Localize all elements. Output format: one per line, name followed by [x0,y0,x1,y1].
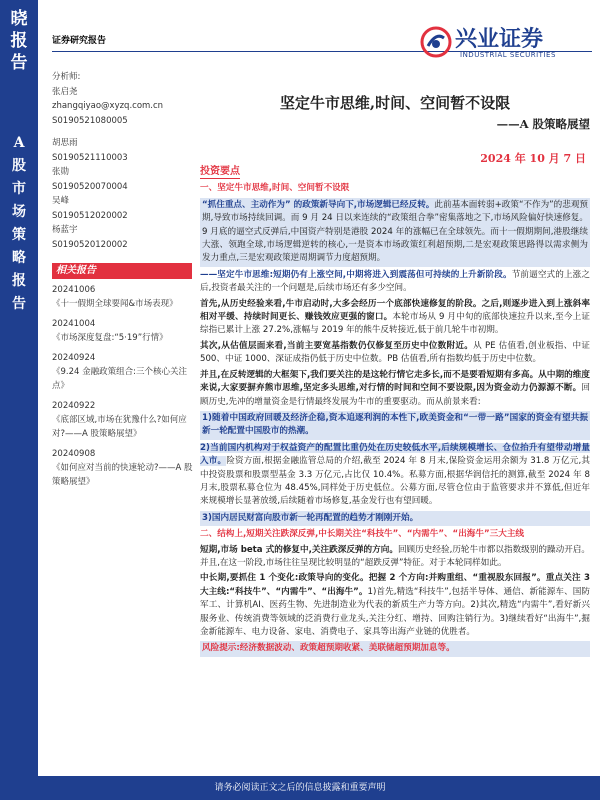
analyst-line: S0190521110003 [52,152,128,163]
logo-english: INDUSTRIAL SECURITIES [460,51,556,59]
report-series: 证券研究报告 [52,36,107,46]
related-report-date: 20240908 [52,449,96,459]
related-report-date: 20240922 [52,401,96,411]
paragraph-lead: “抓住重点、主动作为” 的政策新导向下,市场逻辑已经反转。 [202,199,435,210]
related-report-link[interactable]: 《市场深度复盘:“5·19”行情》 [52,333,168,343]
brand-logo [420,22,592,68]
sidebar-char: 告 [12,296,26,312]
sidebar-top-label [0,0,38,100]
paragraph [200,198,590,267]
analyst-line: 胡思雨 [52,138,78,148]
section-1-heading: 一、坚定牛市思维,时间、空间暂不设限 [200,183,350,194]
paragraph-body: 节前逼空式的上涨之后,投资者最关注的一个问题是,后续市场还有多少空间。 [200,269,590,294]
related-report-link[interactable]: 《如何应对当前的快速轮动?——A 股策略展望》 [52,463,193,487]
related-report-link[interactable]: 《十一假期全球要闻&市场表现》 [52,299,178,309]
paragraph-lead: ——坚定牛市思维:短期仍有上涨空间,中期将进入到震荡但可持续的上升新阶段。 [200,269,512,280]
related-reports-list [52,283,194,489]
key-points-heading: 投资要点 [200,165,240,179]
paragraph [200,269,590,296]
point-3: 3)国内居民财富向股市新一轮再配置的趋势才刚刚开始。 [200,511,590,526]
sidebar-report-type [0,132,38,316]
paragraph [200,298,590,338]
paragraph-body: 本轮市场从 9 月中旬的底部快速拉升以来,至今上证综指已累计上涨 27.2%,涨幅与 2019 年的熊牛反转接近,低于前几轮牛市初期。 [200,312,590,336]
paragraph-lead: 并且,在反转逻辑的大框架下,我们要关注的是这轮行情它走多长,而不是要看短期有多高。从中期的维度来说,大家要摒弃熊市思维,坚定多头思维,对行情的时间和空间不要设限,因为资金动力仍源源不断。 [200,369,590,394]
paragraph [200,544,590,571]
sidebar-char: 股 [12,158,26,174]
paragraph-lead: 2)当前国内机构对于权益资产的配置比重仍处在历史较低水平,后续规模增长、仓位抬升有望带动增量入市。 [200,442,590,467]
sidebar-char: 策 [12,227,26,243]
sidebar-char: A [13,135,25,151]
sidebar-char: 报 [10,31,28,51]
analyst-line: S0190520120002 [52,239,128,250]
analyst-line: S0190520070004 [52,181,128,192]
paragraph [200,572,590,639]
paragraph-body: 回顾历史,先冲的增量资金是行情最终发展为牛市的重要驱动。而从前景来看: [200,383,590,407]
analyst-line: S0190512020002 [52,210,128,221]
report-date: 2024 年 10 月 7 日 [480,152,586,165]
related-report-link[interactable]: 《9.24 金融政策组合:三个核心关注点》 [52,367,187,391]
sidebar-char: 报 [12,273,26,289]
logo-mark-icon [420,26,452,58]
paragraph-lead: 短期,市场 beta 式的修复中,关注跌深反弹的方向。 [200,544,398,555]
point-1: 1)随着中国政府回暖及经济企稳,资本追逐利润的本性下,欧美资金和“一带一路”国家的资金有望共振新一轮配置中国股市的热潮。 [200,411,590,440]
analyst-line: 吴峰 [52,196,70,206]
analyst-line: zhangqiyao@xyzq.com.cn [52,101,164,111]
analyst-line: 杨蓝宇 [52,225,78,235]
analyst-line: S0190521080005 [52,115,128,126]
sidebar-char: 略 [12,250,26,266]
paragraph-body: 险资方面,根据金融监管总局的介绍,截至 2024 年 8 月末,保险资金运用余额为 31.8 万亿元,其中投资股票和股票型基金 3.3 万亿元,占比仅 10.4%。私募方面,根据华润信托的测算,截至 2024 年 8 月末,股票私募仓位为 48.45%,同样处于历史低位。公募方面,尽管仓位由于监管要求并不算低,但近年来规模增长显著放缓,后续随着市场修复,基金发行也有望回暖。 [200,456,590,507]
sidebar-char: 市 [12,181,26,197]
related-report-link[interactable]: 《底部区域,市场在犹豫什么?如何应对?——A 股策略展望》 [52,415,187,439]
sidebar-char: 告 [10,53,28,73]
report-body [200,165,590,659]
related-reports-title: 相关报告 [52,263,192,279]
analyst-line: 张勋 [52,167,70,177]
analyst-line: 张启尧 [52,86,78,97]
paragraph [200,369,590,409]
sidebar [0,0,38,800]
paragraph [200,340,590,367]
logo-name: 兴业证券 [455,26,544,52]
paragraph-lead: 首先,从历史经验来看,牛市启动时,大多会经历一个底部快速修复的阶段。之后,则逐步进入到上涨斜率相对平缓、持续时间更长、赚钱效应更强的窗口。 [200,298,590,323]
paragraph-body: 此前基本面转弱+政策“不作为”的悲观预期,导致市场持续回调。而 9 月 24 日以来连续的“政策组合拳”密集落地之下,市场风险偏好快速修复。9 月底的逼空式反弹后,中国资产特别是港股 2024 年的涨幅已在全球领先。而十一假期期间,港股继续大涨、领跑全球,市场逻辑逆转的核心,一是资本市场政策红利超预期,二是宏观政策思路得以需求侧为发力重点,三是宏观政策逆周期调节力度超预期。 [202,199,589,264]
paragraph-body: 1)首先,精选“科技牛”,包括半导体、通信、新能源车、国防军工、计算机AI、医药生物、先进制造业为代表的新质生产力等方向。2)其次,精选“内需牛”,看好新兴服务业、传统消费等领域的泛消费行业龙头,关注分红、增持、回购注销行为。3)继续看好“出海牛”,掘金新能源车、电力设备、家电、消费电子、家具等出海产业链的优胜者。 [200,586,590,637]
analyst-info [52,70,192,252]
related-report-date: 20241004 [52,319,96,329]
sidebar-char: 晓 [10,9,28,29]
analyst-line: 分析师: [52,72,81,82]
disclaimer-footer: 请务必阅读正文之后的信息披露和重要声明 [0,776,600,800]
section-2-heading: 二、结构上,短期关注跌深反弹,中长期关注“科技牛”、“内需牛”、“出海牛”三大主线 [200,529,525,540]
point-2 [200,442,590,509]
paragraph-body: 回顾历史经验,历轮牛市都以指数级别的躁动开启。并且,在这一阶段,市场往往呈现比较明显的“超跌反弹”特征。对于本轮同样如此。 [200,544,591,568]
paragraph-body: 从 PE 估值看,创业板指、中证 500、中证 1000、深证成指仍低于历史中位数。PB 估值看,所有指数均低于历史中位数。 [200,340,591,365]
report-subtitle: ——A 股策略展望 [496,117,590,131]
report-title: 坚定牛市思维,时间、空间暂不设限 [279,94,511,112]
risk-warning: 风险提示:经济数据波动、政策超预期收紧、美联储超预期加息等。 [200,641,590,656]
related-report-date: 20241006 [52,285,96,295]
related-report-date: 20240924 [52,353,96,363]
spacer [52,128,192,136]
paragraph-lead: 中长期,要抓住 1 个变化:政策导向的变化。把握 2 个方向:并购重组、“重视股东回报”。重点关注 3 大主线:“科技牛”、“内需牛”、“出海牛”。 [200,573,590,597]
paragraph-lead: 其次,从估值层面来看,当前主要宽基指数仍仅修复至历史中位数附近。 [200,340,474,351]
sidebar-char: 场 [12,204,26,220]
